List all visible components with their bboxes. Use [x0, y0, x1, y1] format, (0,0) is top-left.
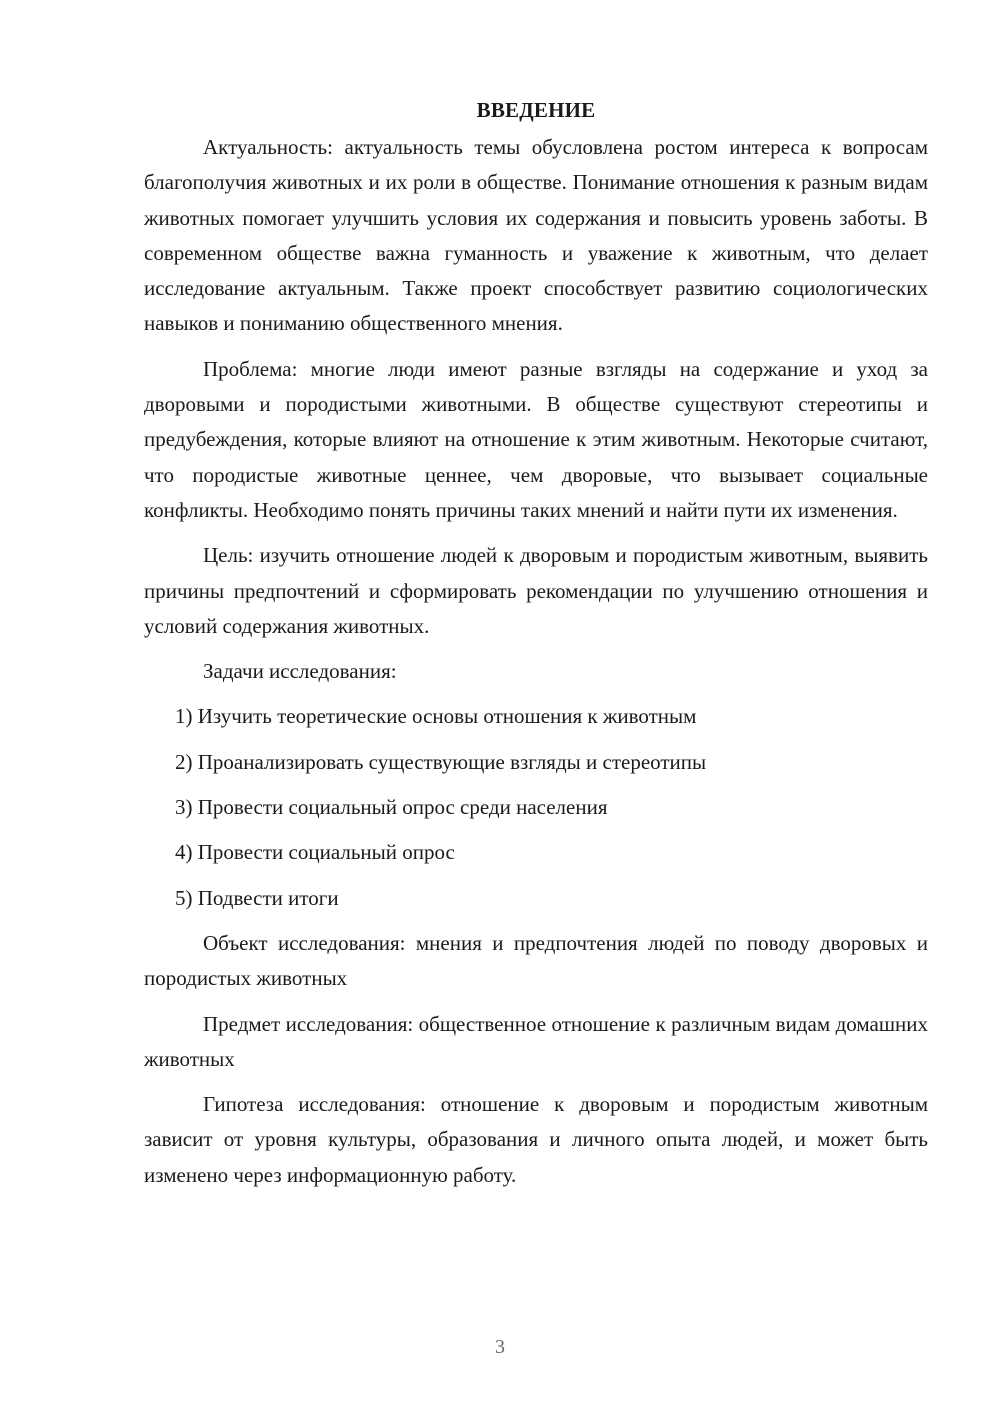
subject-paragraph: Предмет исследования: общественное отношение к различным видам домашних животных [144, 1011, 928, 1071]
task-item: 4) Провести социальный опрос [175, 840, 455, 865]
document-page [144, 92, 928, 1203]
tasks-title: Задачи исследования: [203, 659, 397, 684]
hypothesis-paragraph: Гипотеза исследования: отношение к дворовым и породистым животным зависит от уровня культуры, образования и личного опыта людей, и может быть изменено через информационную работу. [144, 1092, 928, 1187]
task-item: 5) Подвести итоги [175, 885, 339, 910]
object-paragraph: Объект исследования: мнения и предпочтения людей по поводу дворовых и породистых животных [144, 930, 928, 991]
task-item: 3) Провести социальный опрос среди населения [175, 795, 608, 820]
relevance-paragraph: Актуальность: актуальность темы обусловлена ростом интереса к вопросам благополучия животных и их роли в обществе. Понимание отношения к разным видам животных помогает улучшить условия их содержания и повысить уровень заботы. В современном обществе важна гуманность и уважение к животным, что делает исследование актуальным. Также проект способствует развитию социологических навыков и пониманию общественного мнения. [144, 135, 928, 336]
tasks-list [144, 699, 928, 915]
goal-paragraph: Цель: изучить отношение людей к дворовым и породистым животным, выявить причины предпочтений и сформировать рекомендации по улучшению отношения и условий содержания животных. [144, 543, 928, 638]
problem-paragraph: Проблема: многие люди имеют разные взгляды на содержание и уход за дворовыми и породистыми животными. В обществе существуют стереотипы и предубеждения, которые влияют на отношение к этим животным. Некоторые считают, что породистые животные ценнее, чем дворовые, что вызывает социальные конфликты. Необходимо понять причины таких мнений и найти пути их изменения. [144, 356, 928, 522]
task-item: 1) Изучить теоретические основы отношения к животным [175, 704, 697, 729]
task-item: 2) Проанализировать существующие взгляды и стереотипы [175, 749, 707, 774]
page-heading: ВВЕДЕНИЕ [476, 98, 596, 122]
page-number: 3 [495, 1336, 505, 1358]
